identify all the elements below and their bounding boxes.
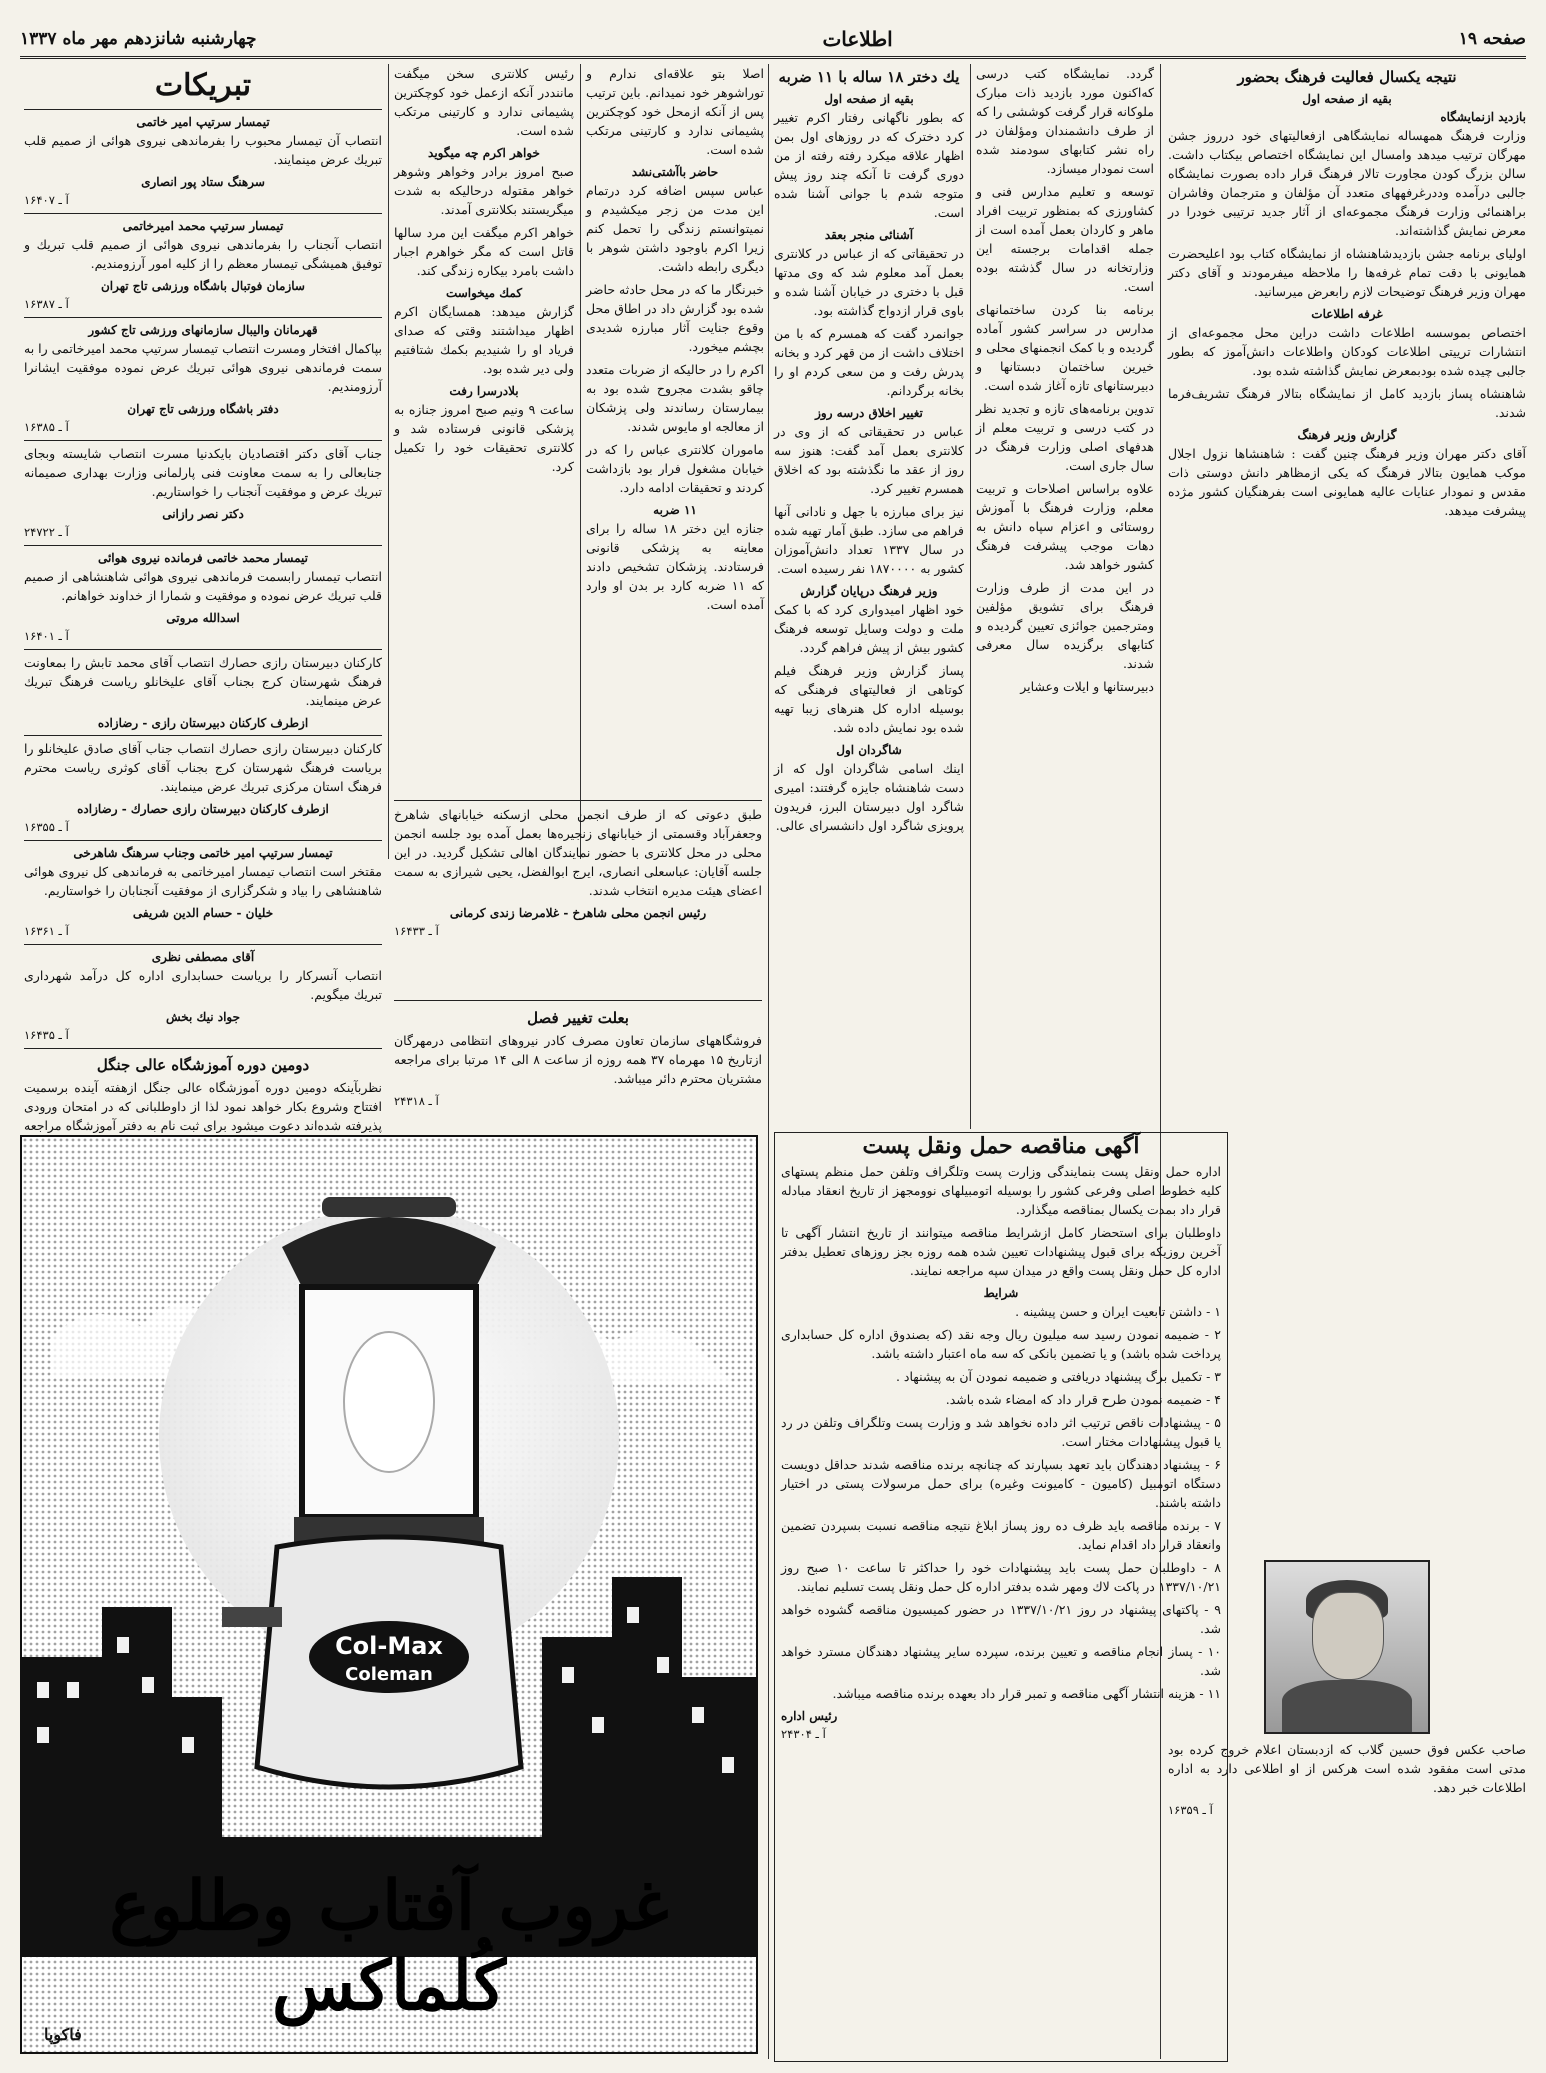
continued-note: بقیه از صفحه اول [824,92,914,106]
ad-reference: آ ـ ۲۴۳۱۸ [394,1094,439,1108]
ad-reference: آ ـ ۱۶۳۶۱ [24,924,69,938]
paragraph: خواهر اکرم میگفت این مرد سالها قاتل است که مگر خواهرم اجبار داشت بامرد بیکاره زندگی کند. [394,225,574,278]
brand-maker: Coleman [345,1664,433,1685]
subheading: شاگردان اول [836,743,902,757]
signature: جواد نیك بخش [165,1010,241,1024]
paragraph: عباس سپس اضافه کرد درتمام این مدت من زجر میکشیدم و نمیتوانستم زندگی را تحمل کنم زیرا اکرم باوجود داشتن شوهر با دیگری رابطه داشت. [586,183,764,274]
notice-heading: قهرمانان والیبال سازمانهای ورزشی تاج کشور [88,323,318,337]
notice-headline: آگهی مناقصه حمل ونقل پست [862,1133,1140,1159]
paragraph: گردد. نمایشگاه کتب درسی که‌اکنون مورد بازدید ذات مبارک ملوکانه قرار گرفت کوششی را که از طرف دانشمندان ومؤلفان در راه نشر کتابهای سودمند شده است نمودار میسازد. [976,66,1154,176]
paragraph: انتصاب آنجناب را بفرماندهی نیروی هوائی از صمیم قلب تبریك و توفیق همیشگی تیمسار معظم را از کلیه امور آرزومندیم. [24,237,382,271]
subheading: تغییر اخلاق درسه روز [815,406,923,420]
paragraph: علاوه براساس اصلاحات و تربیت معلم، وزارت فرهنگ با آموزش روستائی و اعزام سپاه دانش به دهات موجب پیشرفت فرهنگ کشور خواهد شد. [976,481,1154,572]
paragraph: اینك اسامی شاگردان اول که از دست شاهنشاه جایزه گرفتند: امیری شاگرد اول دبیرستان البرز، فریدون پرویزی شاگرد اول دانشسرای عالی. [774,761,964,833]
signature: ازطرف کارکنان دبیرستان رازی - رضازاده [97,716,309,730]
subheading: حاضر باآشتی‌نشد [631,165,719,179]
paragraph: ساعت ۹ ونیم صبح امروز جنازه به پزشکی قانونی فرستاده شد و کلانتری تحقیقات خود را تکمیل کرد. [394,402,574,474]
ad-reference: آ ـ ۱۶۳۸۵ [24,420,69,434]
paragraph: داوطلبان برای استحضار کامل ازشرایط مناقصه میتوانند از تاریخ انتشار آگهی تا آخرین روزیکه برای قبول پیشنهادات تعیین شده همه روزه بجز روزهای تعطیل بدفتر اداره کل حمل ونقل پست واقع در میدان سپه مراجعه نمایند. [781,1225,1221,1278]
paragraph: اولیای برنامه جشن بازدیدشاهنشاه از نمایشگاه کتاب بود اعلیحضرت همایونی با دقت تمام غرفه‌ها را ملاحظه میفرمودند و آقای دکتر مهران وزیر فرهنگ توضیحات لازم رابعرض میرسانید. [1168,246,1526,299]
subheading: ۱۱ ضربه [653,503,697,517]
condition-item: ۶ - پیشنهاد دهندگان باید تعهد بسپارند که چنانچه برنده مناقصه شدند حداقل دویست دستگاه اتومبیل (کامیون - کامیونت وغیره) برای حمل مرسولات پستی در اختیار داشته باشند. [781,1457,1221,1510]
brand-wordmark: Col-Max [335,1632,443,1660]
paragraph: عباس در تحقیقاتی که از وی در کلانتری بعمل آمد گفت: هنوز سه روز از عقد ما نگذشته بود که اخلاق همسرم تغییر کرد. [774,424,964,496]
masthead [20,22,1526,59]
notice-heading: دومین دوره آموزشگاه عالی جنگل [96,1056,310,1074]
paragraph: که بطور ناگهانی رفتار اکرم تغییر کرد دخترک‌ که در روزهای اول بمن اظهار علاقه میکرد رفته رفته از من دوری گرفت تا آنکه چند روز پیش متوجه شدم با جوانی آشنا شده است. [774,110,964,220]
paragraph: گزارش میدهد: همسایگان اکرم اظهار میداشتند وقتی که صدای فریاد او را شنیدیم بکمك شتافتیم ولی دیر شده بود. [394,304,574,376]
paragraph: بپاکمال افتخار ومسرت انتصاب تیمسار سرتیپ محمد امیرخاتمی را به سمت فرماندهی نیروی هوائی تبریك عرض نموده موفقیت ایشانرا آرزومندیم. [24,341,382,394]
ad-reference: آ ـ ۱۶۳۸۷ [24,297,69,311]
signature: دفتر باشگاه ورزشی تاج تهران [127,402,279,416]
notice [24,440,382,542]
paragraph: در این مدت از طرف وزارت فرهنگ برای تشویق مؤلفین ومترجمین جوائزی تعیین گردیده و کتابهای برگزیده سال معرفی شدند. [976,580,1154,671]
signature: ازطرف کارکنان دبیرستان رازی حصارك - رضازاده [77,802,329,816]
signature: خلیان - حسام الدین شریفی [132,906,274,920]
paragraph: دبیرستانها و ایلات وعشایر [1020,679,1154,694]
notice-heading: تیمسار سرتیپ محمد امیرخاتمی [122,219,284,233]
date-line: چهارشنبه شانزدهم مهر ماه ۱۳۳۷ [20,29,257,49]
postal-tender-notice [774,1132,1228,2062]
ad-reference: آ ـ ۲۴۷۲۲ [24,525,69,539]
ad-slogan: غروب آفتاب وطلوع کُلماکس [109,1866,669,2026]
column-divider [580,64,581,859]
subheading: بلادرسرا رفت [449,384,519,398]
paragraph: خود اظهار امیدواری کرد که با کمک ملت و دولت وسایل توسعه فرهنگ کشور بیش از پیش فراهم گردد. [774,602,964,655]
condition-item: ۷ - برنده مناقصه باید ظرف ده روز پساز ابلاغ نتیجه مناقصه نسبت بسپردن تضمین وانعقاد قرار داد اقدام نماید. [781,1518,1221,1552]
season-change-notice [394,1000,762,1130]
portrait-photo [1264,1560,1430,1734]
condition-item: ۹ - پاکتهای پیشنهاد در روز ۱۳۳۷/۱۰/۲۱ در حضور کمیسیون مناقصه گشوده خواهد شد. [781,1602,1222,1636]
condition-item: ۱۱ - هزینه انتشار آگهی مناقصه و تمبر قرار داد بعهده برنده مناقصه میباشد. [832,1686,1221,1701]
paragraph: برنامه بنا کردن ساختمانهای مدارس در سراسر کشور آماده گردیده و با کمک انجمنهای محلی و خیرین ساختمان دبستانها و دبیرستانهای تازه آغاز شده است. [976,302,1154,393]
signature: رئیس اداره [781,1709,838,1723]
continued-note: بقیه از صفحه اول [1302,92,1392,106]
signature: اسدالله مروتی [166,611,240,625]
subheading: شرایط [983,1286,1019,1300]
condition-item: ۵ - پیشنهادات ناقص ترتیب اثر داده نخواهد شد و وزارت پست وتلگراف وتلفن در رد یا قبول پیشنهادات مختار است. [781,1415,1221,1449]
paragraph: در تحقیقاتی که از عباس در کلانتری بعمل آمد معلوم شد که وی مدتها قبل با دختری در خیابان آشنا شده و باوی قرار ازدواج گذاشته بود. [774,246,964,318]
notice-heading: تیمسار سرتیپ امیر خاتمی [136,115,270,129]
notice [24,545,382,646]
paragraph: ماموران کلانتری عباس را که در خیابان مشغول فرار بود بازداشت کردند و تحقیقات ادامه دارد. [586,442,764,495]
paper-name: اطلاعات [822,27,893,51]
signature: رئیس انجمن محلی شاهرخ - غلامرضا زندی کرمانی [449,906,707,920]
paragraph: جنازه این دختر ۱۸ ساله را برای معاینه به پزشکی قانونی فرستادند. پزشکان تشخیص دادند که ۱۱ ضربه کارد بر بدن او وارد آمده است. [586,521,765,612]
column-divider [970,64,971,1129]
paragraph: صاحب عکس فوق حسین گلاب که ازدبستان اعلام خروج کرده بود مدتی است مفقود شده است هرکس از او اطلاعی دارد به اداره اطلاعات خبر دهد. [1168,1742,1526,1795]
paragraph: وزارت فرهنگ همهساله نمایشگاهی ازفعالیتهای خود درروز جشن مهرگان ترتیب میدهد وامسال این نمایشگاه اختصاص بیکتاب داشت. سالن بزرگ کودن مجاورت تالار فرهنگ قرار داده بصورت نمایشگاه جالبی درآمده وددرغرفههای متعدد آن‌ مؤلفان و مترجمان وفاشران براهنمائی وزارت فرهنگ مجموعه‌ای از آثار جدید ترتیبی خودرا در معرض نمایش گذاشته‌اند. [1168,128,1526,238]
condition-item: ۱۰ - پساز انجام مناقصه و تعیین برنده، سپرده سایر پیشنهاد دهندگان مسترد خواهد شد. [781,1644,1221,1678]
column-divider [768,64,769,2059]
subheading: غرفه اطلاعات [1311,307,1383,321]
notice [24,213,382,314]
subheading: آشنائی منجر بعقد [824,228,914,242]
signature: سازمان فوتبال باشگاه ورزشی تاج تهران [100,279,305,293]
condition-item: ۱ - داشتن تابعیت ایران و حسن پیشینه . [1015,1304,1221,1319]
ad-agency: فاکوپا [44,2025,82,2044]
paragraph: جوانمرد گفت که همسرم که با من اختلاف داشت از من قهر کرد و بخانه پدرش رفت و من سعی کردم او را بخانه برگردانم. [774,326,964,398]
paragraph: کارکنان دبیرستان رازی حصارك انتصاب آقای محمد تابش را بمعاونت فرهنگ شهرستان کرج بجناب آقای علیخانلو ریاست فرهنگ تبریك عرض مینمایند. [24,655,382,708]
paragraph: جناب آقای دکتر اقتصادیان بایکدنیا مسرت انتصاب شایسته وبجای جنابعالی را به سمت معاونت فنی پارلمانی وزارت بهداری صمیمانه تبریك عرض و موفقیت آنجناب را خواستاریم. [24,446,382,499]
notice-headline: بعلت تغییر فصل [527,1009,629,1027]
ad-reference: آ ـ ۱۶۴۳۵ [24,1028,69,1042]
paragraph: نیز برای مبارزه با جهل و نادانی آنها فراهم می سازد. طبق آمار تهیه شده در سال ۱۳۳۷ تعداد دانش‌آموزان کشور به ۱۸۷۰۰۰۰ نفر رسیده است. [774,504,964,576]
paragraph: اداره حمل ونقل پست بنمایندگی وزارت پست وتلگراف وتلفن حمل منظم پستهای کلیه خطوط اصلی وفرعی کشور را بوسیله اتومبیلهای نوومجهز از تاریخ انعقاد مبادله قرار داد بمدت یکسال بمناقصه میگذارد. [781,1164,1222,1217]
condition-item: ۲ - ضمیمه نمودن رسید سه میلیون ریال وجه نقد (که بصندوق اداره کل حسابداری پرداخت شده باشد) و یا تضمین بانکی که سه ماه اعتبار داشته باشد. [781,1327,1221,1361]
paragraph: انتصاب تیمسار رابسمت فرماندهی نیروی هوائی شاهنشاهی از صمیم قلب تبریك عرض نموده و موفقیت و شمارا از خداوند خواهانم. [24,569,382,603]
paragraph: رئیس کلانتری سخن میگفت ماننددر آنکه ازعمل خود کوچکترین پشیمانی ندارد و کارتینی مرتکب شده است. [394,66,574,138]
paragraph: انتصاب آنسرکار را بریاست حسابداری اداره کل درآمد شهرداری تبریك میگویم. [24,968,382,1002]
colemax-lantern-ad [20,1135,758,2054]
subheading: بازدید ازنمایشگاه [1440,110,1526,124]
subheading: خواهر اکرم چه میگوید [428,146,540,160]
paragraph: نظربآینکه دومین دوره آموزشگاه عالی جنگل ازهفته آینده برسمیت افتتاح وشروع بکار خواهد نمود لذا از داوطلبانی که در امتحان ورودی پذیرفته شده‌اند دعوت میشود برای ثبت نام به دفتر آموزشگاه مراجعه [24,1080,382,1133]
condition-item: ۸ - داوطلبان حمل پست باید پیشنهادات خود را حداکثر تا ساعت ۱۰ صبح روز ۱۳۳۷/۱۰/۲۱ در پاکت لاك ومهر شده بدفتر اداره کل حمل ونقل پست تسلیم نمایند. [781,1560,1221,1594]
column-culture-cont [976,64,1154,1124]
article-headline: نتیجه یکسال فعالیت فرهنگ بحضور [1237,68,1457,86]
paragraph: طبق دعوتی که از طرف انجمن محلی ازسکنه خیابانهای شاهرخ وجعفرآباد وقسمتی از خیابانهای زنجیره‌ها بعمل آمده بود جلسه انجمن محلی در محل کلانتری با حضور نمایندگان اهالی تشکیل گردید. در این جلسه آقایان: عباسعلی انصاری، ایرج ابوالفضل، یحیی شیرازی به سمت اعضای هیئت مدیره انتخاب شدند. [394,807,762,898]
notice [24,944,382,1045]
subheading: گزارش وزیر فرهنگ [1297,428,1397,442]
paragraph: اصلا بتو علاقه‌ای ندارم و توراشوهر خود نمیدانم. باین ترتیب پس از آنکه ازمحل خود کوچکترین پشیمانی ندارد و کارتینی مرتکب شده است. [586,66,764,157]
ad-reference: آ ـ ۱۶۴۳۳ [394,924,439,938]
subheading: کمك میخواست [445,286,523,300]
column-divider [388,64,389,859]
subheading: وزیر فرهنگ درپایان گزارش [800,584,938,598]
paragraph: فروشگاههای سازمان تعاون مصرف کادر نیروهای انتظامی درمهرگان ازتاریخ ۱۵ مهرماه ۳۷ همه روزه از ساعت ۸ الی ۱۴ مرتبا برای مراجعه مشتریان محترم دائر میباشد. [394,1033,763,1086]
signature: سرهنگ ستاد پور انصاری [141,175,265,189]
paragraph: توسعه و تعلیم مدارس فنی و کشاورزی که بمنظور تربیت افراد ماهر و کاردان بعمل آمده است از جمله اقدامات برجسته این وزارتخانه در سال گذشته بوده است. [976,184,1154,294]
notice [24,649,382,732]
column-crime-cont-2 [394,64,574,854]
ad-reference: آ ـ ۲۴۳۰۴ [781,1727,826,1741]
paragraph: کارکنان دبیرستان رازی حصارك انتصاب جناب آقای صادق علیخانلو را بریاست فرهنگ شهرستان کرج بجناب آقای کوثری ریاست محترم فرهنگ استان مرکزی تبریك عرض مینمایند. [24,741,382,794]
paragraph: آقای دکتر مهران وزیر فرهنگ چنین گفت : شاهنشاها نزول اجلال موکب همایون بتالار فرهنگ که یکی ازمظاهر دانش دوستی ذات مقدس و نمودار عنایات عالیه همایونی است بفرهنگیان کشور مژده پیشرفت میدهد. [1168,446,1526,518]
notice-heading: تیمسار سرتیپ امیر خاتمی وجناب سرهنگ شاهرخی [73,846,333,860]
paragraph: خبرنگار ما که در محل حادثه حاضر شده بود گزارش داد در اطاق محل وقوع جنایت آثار مبارزه شدیدی بچشم میخورد. [586,282,764,354]
local-council-notice [394,800,762,995]
condition-item: ۴ - ضمیمه نمودن طرح قرار داد که امضاء شده باشد. [945,1392,1221,1407]
paragraph: صبح امروز برادر وخواهر وشوهر خواهر مقتوله درحالیکه به شدت میگریستند بکلانتری آمدند. [394,164,574,217]
ad-reference: آ ـ ۱۶۴۰۷ [24,193,69,207]
paragraph: شاهنشاه پساز بازدید کامل از نمایشگاه بتالار فرهنگ تشریف‌فرما شدند. [1168,386,1526,420]
paragraph: تدوین برنامه‌های تازه و تجدید نظر در کتب درسی و تربیت معلم از هدفهای اصلی وزارت فرهنگ در سال جاری است. [976,401,1154,473]
ad-reference: آ ـ ۱۶۴۰۱ [24,629,69,643]
ad-reference: آ ـ ۱۶۳۵۹ [1168,1803,1213,1817]
column-congratulations [24,64,382,1133]
column-crime-story [774,64,964,1124]
section-title: تبریکات [154,68,252,103]
ad-reference: آ ـ ۱۶۳۵۵ [24,820,69,834]
paragraph: اکرم را در حالیکه از ضربات متعدد چاقو بشدت مجروح شده بود به بیمارستان رساندند ولی پزشکان از معالجه او مایوس شدند. [586,362,764,434]
column-crime-cont [586,64,764,854]
notice-heading: آقای مصطفی نظری [151,950,255,964]
signature: دکتر نصر رازانی [162,507,244,521]
paragraph: انتصاب آن تیمسار محبوب را بفرماندهی نیروی هوائی از صمیم قلب تبریك عرض مینمایند. [24,133,382,167]
notice [24,735,382,837]
notice-heading: تیمسار محمد خاتمی فرمانده نیروی هوائی [97,551,309,565]
notice [24,840,382,941]
notice [24,109,382,210]
notice [24,317,382,437]
page-label: صفحه ۱۹ [1458,29,1526,49]
paragraph: اختصاص بموسسه اطلاعات داشت دراین محل مجموعه‌ای از انتشارات ترییتی اطلاعات کودکان واطلاعات دانش‌آموز که بطور جالبی چیده شده بودبمعرض نمایش گذاشته شده بود. [1168,325,1526,378]
paragraph: مقتخر است انتصاب تیمسار امیرخاتمی به فرماندهی کل نیروی هوائی شاهنشاهی را بیاد و شکرگزاری از موفقیت آنجنابان را خواستاریم. [24,864,382,898]
article-headline: یك دختر ۱۸ ساله با ۱۱ ضربه [778,68,960,86]
condition-item: ۳ - تکمیل برگ پیشنهاد دریافتی و ضمیمه نمودن آن به پیشنهاد . [895,1369,1221,1384]
paragraph: پساز گزارش وزیر فرهنگ فیلم کوتاهی از فعالیتهای فرهنگی که بوسیله اداره کل هنرهای زیبا تهیه شده بود نمایش داده شد. [774,663,964,735]
